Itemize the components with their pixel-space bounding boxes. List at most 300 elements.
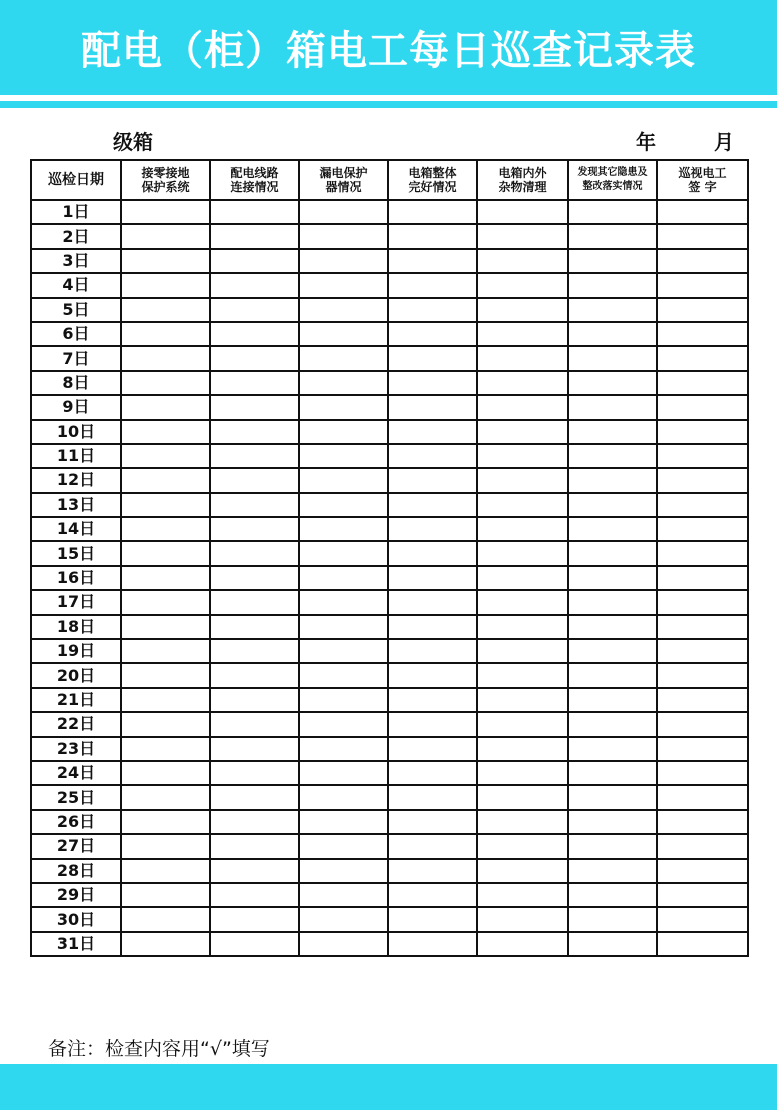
- blank-entry-cell[interactable]: [477, 322, 568, 346]
- blank-entry-cell[interactable]: [121, 737, 210, 761]
- blank-entry-cell[interactable]: [477, 273, 568, 297]
- blank-entry-cell[interactable]: [657, 371, 748, 395]
- blank-entry-cell[interactable]: [477, 615, 568, 639]
- blank-entry-cell[interactable]: [210, 785, 299, 809]
- blank-entry-cell[interactable]: [299, 566, 388, 590]
- blank-entry-cell[interactable]: [121, 493, 210, 517]
- blank-entry-cell[interactable]: [299, 663, 388, 687]
- table-row: [31, 712, 748, 736]
- blank-entry-cell[interactable]: [477, 663, 568, 687]
- blank-entry-cell[interactable]: [210, 371, 299, 395]
- blank-entry-cell[interactable]: [657, 834, 748, 858]
- column-header: [568, 160, 657, 200]
- blank-entry-cell[interactable]: [477, 566, 568, 590]
- blank-entry-cell[interactable]: [121, 663, 210, 687]
- day-cell: 25日: [31, 785, 121, 809]
- table-row: [31, 834, 748, 858]
- day-cell: 11日: [31, 444, 121, 468]
- blank-entry-cell[interactable]: [299, 859, 388, 883]
- column-header: [121, 160, 210, 200]
- blank-entry-cell[interactable]: [388, 737, 477, 761]
- blank-entry-cell[interactable]: [299, 590, 388, 614]
- blank-entry-cell[interactable]: [568, 907, 657, 931]
- blank-entry-cell[interactable]: [121, 566, 210, 590]
- blank-entry-cell[interactable]: [477, 224, 568, 248]
- page-title: 配电（柜）箱电工每日巡查记录表: [81, 28, 696, 74]
- blank-entry-cell[interactable]: [299, 444, 388, 468]
- blank-entry-cell[interactable]: [299, 395, 388, 419]
- blank-entry-cell[interactable]: [388, 907, 477, 931]
- blank-entry-cell[interactable]: [121, 273, 210, 297]
- blank-entry-cell[interactable]: [388, 639, 477, 663]
- blank-entry-cell[interactable]: [121, 444, 210, 468]
- blank-entry-cell[interactable]: [568, 493, 657, 517]
- day-cell: 18日: [31, 615, 121, 639]
- table-header-row: [31, 160, 748, 200]
- blank-entry-cell[interactable]: [210, 590, 299, 614]
- blank-entry-cell[interactable]: [657, 273, 748, 297]
- table-row: [31, 785, 748, 809]
- blank-entry-cell[interactable]: [121, 395, 210, 419]
- blank-entry-cell[interactable]: [477, 493, 568, 517]
- blank-entry-cell[interactable]: [210, 566, 299, 590]
- blank-entry-cell[interactable]: [477, 883, 568, 907]
- blank-entry-cell[interactable]: [568, 346, 657, 370]
- month-label: 月: [714, 130, 734, 154]
- grade-label: 级箱: [113, 130, 153, 154]
- blank-entry-cell[interactable]: [121, 639, 210, 663]
- column-header: [657, 160, 748, 200]
- blank-entry-cell[interactable]: [477, 810, 568, 834]
- blank-entry-cell[interactable]: [657, 493, 748, 517]
- blank-entry-cell[interactable]: [388, 761, 477, 785]
- table-row: [31, 907, 748, 931]
- blank-entry-cell[interactable]: [657, 932, 748, 956]
- column-header: [477, 160, 568, 200]
- blank-entry-cell[interactable]: [477, 395, 568, 419]
- blank-entry-cell[interactable]: [568, 883, 657, 907]
- footer-banner: [0, 1064, 777, 1110]
- blank-entry-cell[interactable]: [210, 688, 299, 712]
- blank-entry-cell[interactable]: [477, 420, 568, 444]
- blank-entry-cell[interactable]: [210, 468, 299, 492]
- blank-entry-cell[interactable]: [210, 200, 299, 224]
- blank-entry-cell[interactable]: [477, 468, 568, 492]
- blank-entry-cell[interactable]: [388, 468, 477, 492]
- blank-entry-cell[interactable]: [210, 298, 299, 322]
- blank-entry-cell[interactable]: [388, 810, 477, 834]
- blank-entry-cell[interactable]: [477, 541, 568, 565]
- blank-entry-cell[interactable]: [568, 590, 657, 614]
- day-cell: 5日: [31, 298, 121, 322]
- blank-entry-cell[interactable]: [388, 224, 477, 248]
- blank-entry-cell[interactable]: [388, 444, 477, 468]
- table-row: [31, 493, 748, 517]
- blank-entry-cell[interactable]: [477, 712, 568, 736]
- blank-entry-cell[interactable]: [388, 615, 477, 639]
- blank-entry-cell[interactable]: [477, 834, 568, 858]
- blank-entry-cell[interactable]: [299, 541, 388, 565]
- blank-entry-cell[interactable]: [299, 346, 388, 370]
- blank-entry-cell[interactable]: [388, 883, 477, 907]
- blank-entry-cell[interactable]: [210, 541, 299, 565]
- day-cell: 12日: [31, 468, 121, 492]
- blank-entry-cell[interactable]: [568, 761, 657, 785]
- table-row: [31, 688, 748, 712]
- day-cell: 29日: [31, 883, 121, 907]
- blank-entry-cell[interactable]: [657, 420, 748, 444]
- table-row: [31, 371, 748, 395]
- blank-entry-cell[interactable]: [388, 859, 477, 883]
- blank-entry-cell[interactable]: [657, 468, 748, 492]
- day-cell: 21日: [31, 688, 121, 712]
- blank-entry-cell[interactable]: [657, 737, 748, 761]
- blank-entry-cell[interactable]: [657, 566, 748, 590]
- blank-entry-cell[interactable]: [121, 517, 210, 541]
- day-cell: 15日: [31, 541, 121, 565]
- blank-entry-cell[interactable]: [388, 346, 477, 370]
- blank-entry-cell[interactable]: [210, 932, 299, 956]
- blank-entry-cell[interactable]: [388, 932, 477, 956]
- blank-entry-cell[interactable]: [121, 200, 210, 224]
- table-row: [31, 883, 748, 907]
- blank-entry-cell[interactable]: [299, 493, 388, 517]
- blank-entry-cell[interactable]: [477, 639, 568, 663]
- table-row: [31, 566, 748, 590]
- blank-entry-cell[interactable]: [477, 688, 568, 712]
- blank-entry-cell[interactable]: [657, 810, 748, 834]
- column-header-line: 电箱整体: [408, 166, 457, 180]
- blank-entry-cell[interactable]: [210, 883, 299, 907]
- blank-entry-cell[interactable]: [210, 420, 299, 444]
- day-cell: 26日: [31, 810, 121, 834]
- blank-entry-cell[interactable]: [568, 298, 657, 322]
- blank-entry-cell[interactable]: [477, 737, 568, 761]
- blank-entry-cell[interactable]: [388, 541, 477, 565]
- blank-entry-cell[interactable]: [388, 834, 477, 858]
- blank-entry-cell[interactable]: [657, 785, 748, 809]
- blank-entry-cell[interactable]: [477, 761, 568, 785]
- blank-entry-cell[interactable]: [299, 761, 388, 785]
- blank-entry-cell[interactable]: [210, 249, 299, 273]
- blank-entry-cell[interactable]: [388, 371, 477, 395]
- table-row: [31, 224, 748, 248]
- blank-entry-cell[interactable]: [121, 371, 210, 395]
- blank-entry-cell[interactable]: [210, 712, 299, 736]
- blank-entry-cell[interactable]: [121, 688, 210, 712]
- blank-entry-cell[interactable]: [210, 517, 299, 541]
- table-row: [31, 200, 748, 224]
- table-row: [31, 615, 748, 639]
- blank-entry-cell[interactable]: [568, 273, 657, 297]
- blank-entry-cell[interactable]: [299, 737, 388, 761]
- column-header-line: 配电线路: [230, 166, 279, 180]
- blank-entry-cell[interactable]: [568, 541, 657, 565]
- blank-entry-cell[interactable]: [299, 785, 388, 809]
- blank-entry-cell[interactable]: [299, 639, 388, 663]
- blank-entry-cell[interactable]: [388, 688, 477, 712]
- blank-entry-cell[interactable]: [568, 420, 657, 444]
- blank-entry-cell[interactable]: [121, 859, 210, 883]
- blank-entry-cell[interactable]: [210, 639, 299, 663]
- table-row: [31, 810, 748, 834]
- table-row: [31, 395, 748, 419]
- blank-entry-cell[interactable]: [477, 371, 568, 395]
- day-cell: 14日: [31, 517, 121, 541]
- blank-entry-cell[interactable]: [299, 371, 388, 395]
- blank-entry-cell[interactable]: [299, 883, 388, 907]
- blank-entry-cell[interactable]: [568, 444, 657, 468]
- blank-entry-cell[interactable]: [388, 298, 477, 322]
- blank-entry-cell[interactable]: [210, 663, 299, 687]
- day-cell: 6日: [31, 322, 121, 346]
- blank-entry-cell[interactable]: [388, 395, 477, 419]
- blank-entry-cell[interactable]: [388, 322, 477, 346]
- column-header-line: 保护系统: [141, 180, 190, 194]
- blank-entry-cell[interactable]: [568, 371, 657, 395]
- blank-entry-cell[interactable]: [299, 249, 388, 273]
- blank-entry-cell[interactable]: [477, 859, 568, 883]
- blank-entry-cell[interactable]: [657, 688, 748, 712]
- blank-entry-cell[interactable]: [121, 883, 210, 907]
- blank-entry-cell[interactable]: [299, 712, 388, 736]
- blank-entry-cell[interactable]: [299, 810, 388, 834]
- blank-entry-cell[interactable]: [121, 224, 210, 248]
- column-header: [210, 160, 299, 200]
- blank-entry-cell[interactable]: [121, 834, 210, 858]
- blank-entry-cell[interactable]: [568, 249, 657, 273]
- table-row: [31, 761, 748, 785]
- blank-entry-cell[interactable]: [657, 517, 748, 541]
- blank-entry-cell[interactable]: [477, 907, 568, 931]
- blank-entry-cell[interactable]: [657, 590, 748, 614]
- day-cell: 30日: [31, 907, 121, 931]
- blank-entry-cell[interactable]: [299, 932, 388, 956]
- column-header-line: 发现其它隐患及: [577, 167, 648, 178]
- blank-entry-cell[interactable]: [210, 224, 299, 248]
- blank-entry-cell[interactable]: [657, 615, 748, 639]
- blank-entry-cell[interactable]: [657, 346, 748, 370]
- blank-entry-cell[interactable]: [210, 834, 299, 858]
- blank-entry-cell[interactable]: [121, 907, 210, 931]
- blank-entry-cell[interactable]: [210, 907, 299, 931]
- blank-entry-cell[interactable]: [477, 346, 568, 370]
- blank-entry-cell[interactable]: [299, 322, 388, 346]
- blank-entry-cell[interactable]: [657, 541, 748, 565]
- blank-entry-cell[interactable]: [477, 932, 568, 956]
- blank-entry-cell[interactable]: [121, 322, 210, 346]
- blank-entry-cell[interactable]: [299, 200, 388, 224]
- blank-entry-cell[interactable]: [388, 590, 477, 614]
- blank-entry-cell[interactable]: [657, 907, 748, 931]
- day-cell: 1日: [31, 200, 121, 224]
- blank-entry-cell[interactable]: [121, 420, 210, 444]
- blank-entry-cell[interactable]: [210, 444, 299, 468]
- blank-entry-cell[interactable]: [388, 200, 477, 224]
- blank-entry-cell[interactable]: [657, 444, 748, 468]
- blank-entry-cell[interactable]: [210, 737, 299, 761]
- blank-entry-cell[interactable]: [121, 712, 210, 736]
- blank-entry-cell[interactable]: [210, 273, 299, 297]
- blank-entry-cell[interactable]: [121, 468, 210, 492]
- blank-entry-cell[interactable]: [121, 810, 210, 834]
- column-header-line: 整改落实情况: [582, 181, 643, 192]
- day-cell: 19日: [31, 639, 121, 663]
- column-header-line: 杂物清理: [498, 180, 547, 194]
- blank-entry-cell[interactable]: [388, 566, 477, 590]
- blank-entry-cell[interactable]: [657, 298, 748, 322]
- blank-entry-cell[interactable]: [657, 395, 748, 419]
- blank-entry-cell[interactable]: [657, 249, 748, 273]
- blank-entry-cell[interactable]: [568, 785, 657, 809]
- column-header-line: 接零接地: [141, 166, 190, 180]
- blank-entry-cell[interactable]: [477, 590, 568, 614]
- blank-entry-cell[interactable]: [299, 688, 388, 712]
- blank-entry-cell[interactable]: [121, 615, 210, 639]
- blank-entry-cell[interactable]: [388, 493, 477, 517]
- day-cell: 3日: [31, 249, 121, 273]
- column-header: [31, 160, 121, 200]
- column-header-line: 签 字: [688, 180, 717, 194]
- day-cell: 23日: [31, 737, 121, 761]
- blank-entry-cell[interactable]: [568, 395, 657, 419]
- day-cell: 20日: [31, 663, 121, 687]
- blank-entry-cell[interactable]: [299, 468, 388, 492]
- blank-entry-cell[interactable]: [388, 517, 477, 541]
- blank-entry-cell[interactable]: [568, 859, 657, 883]
- table-row: [31, 639, 748, 663]
- blank-entry-cell[interactable]: [388, 712, 477, 736]
- blank-entry-cell[interactable]: [657, 639, 748, 663]
- blank-entry-cell[interactable]: [210, 615, 299, 639]
- inspection-table: [30, 159, 749, 957]
- table-row: [31, 859, 748, 883]
- column-header-line: 电箱内外: [498, 166, 547, 180]
- blank-entry-cell[interactable]: [388, 273, 477, 297]
- column-header: [299, 160, 388, 200]
- day-cell: 28日: [31, 859, 121, 883]
- table-row: [31, 298, 748, 322]
- day-cell: 24日: [31, 761, 121, 785]
- blank-entry-cell[interactable]: [657, 663, 748, 687]
- blank-entry-cell[interactable]: [121, 590, 210, 614]
- day-cell: 4日: [31, 273, 121, 297]
- blank-entry-cell[interactable]: [121, 785, 210, 809]
- blank-entry-cell[interactable]: [657, 200, 748, 224]
- blank-entry-cell[interactable]: [568, 566, 657, 590]
- blank-entry-cell[interactable]: [568, 932, 657, 956]
- blank-entry-cell[interactable]: [568, 322, 657, 346]
- table-row: [31, 590, 748, 614]
- column-header-line: 漏电保护: [319, 166, 368, 180]
- blank-entry-cell[interactable]: [657, 224, 748, 248]
- blank-entry-cell[interactable]: [657, 859, 748, 883]
- blank-entry-cell[interactable]: [210, 761, 299, 785]
- blank-entry-cell[interactable]: [477, 200, 568, 224]
- table-row: [31, 444, 748, 468]
- blank-entry-cell[interactable]: [121, 932, 210, 956]
- table-row: [31, 517, 748, 541]
- table-row: [31, 737, 748, 761]
- blank-entry-cell[interactable]: [388, 249, 477, 273]
- blank-entry-cell[interactable]: [568, 663, 657, 687]
- blank-entry-cell[interactable]: [299, 273, 388, 297]
- column-header-line: 连接情况: [230, 180, 279, 194]
- blank-entry-cell[interactable]: [121, 346, 210, 370]
- blank-entry-cell[interactable]: [299, 420, 388, 444]
- table-row: [31, 663, 748, 687]
- blank-entry-cell[interactable]: [210, 493, 299, 517]
- blank-entry-cell[interactable]: [388, 663, 477, 687]
- blank-entry-cell[interactable]: [657, 761, 748, 785]
- blank-entry-cell[interactable]: [568, 517, 657, 541]
- blank-entry-cell[interactable]: [568, 834, 657, 858]
- blank-entry-cell[interactable]: [299, 834, 388, 858]
- blank-entry-cell[interactable]: [477, 298, 568, 322]
- blank-entry-cell[interactable]: [477, 249, 568, 273]
- blank-entry-cell[interactable]: [568, 688, 657, 712]
- blank-entry-cell[interactable]: [121, 249, 210, 273]
- blank-entry-cell[interactable]: [121, 541, 210, 565]
- blank-entry-cell[interactable]: [210, 810, 299, 834]
- blank-entry-cell[interactable]: [299, 517, 388, 541]
- header-banner: [0, 0, 777, 95]
- blank-entry-cell[interactable]: [657, 883, 748, 907]
- blank-entry-cell[interactable]: [299, 907, 388, 931]
- blank-entry-cell[interactable]: [657, 322, 748, 346]
- blank-entry-cell[interactable]: [299, 298, 388, 322]
- blank-entry-cell[interactable]: [568, 468, 657, 492]
- blank-entry-cell[interactable]: [210, 395, 299, 419]
- blank-entry-cell[interactable]: [388, 785, 477, 809]
- day-cell: 2日: [31, 224, 121, 248]
- blank-entry-cell[interactable]: [477, 785, 568, 809]
- blank-entry-cell[interactable]: [568, 224, 657, 248]
- table-row: [31, 541, 748, 565]
- blank-entry-cell[interactable]: [477, 444, 568, 468]
- column-header-line: 器情况: [325, 180, 362, 194]
- blank-entry-cell[interactable]: [568, 615, 657, 639]
- blank-entry-cell[interactable]: [568, 639, 657, 663]
- blank-entry-cell[interactable]: [121, 298, 210, 322]
- year-label: 年: [636, 130, 656, 154]
- blank-entry-cell[interactable]: [210, 322, 299, 346]
- blank-entry-cell[interactable]: [210, 346, 299, 370]
- blank-entry-cell[interactable]: [568, 712, 657, 736]
- remark-note: 备注：检查内容用“√”填写: [48, 1038, 270, 1060]
- blank-entry-cell[interactable]: [477, 517, 568, 541]
- day-cell: 10日: [31, 420, 121, 444]
- table-row: [31, 346, 748, 370]
- blank-entry-cell[interactable]: [210, 859, 299, 883]
- blank-entry-cell[interactable]: [568, 737, 657, 761]
- table-row: [31, 249, 748, 273]
- blank-entry-cell[interactable]: [299, 224, 388, 248]
- blank-entry-cell[interactable]: [568, 810, 657, 834]
- blank-entry-cell[interactable]: [657, 712, 748, 736]
- blank-entry-cell[interactable]: [388, 420, 477, 444]
- day-cell: 22日: [31, 712, 121, 736]
- blank-entry-cell[interactable]: [299, 615, 388, 639]
- day-cell: 17日: [31, 590, 121, 614]
- column-header-line: 巡视电工: [678, 166, 727, 180]
- table-row: [31, 468, 748, 492]
- blank-entry-cell[interactable]: [121, 761, 210, 785]
- blank-entry-cell[interactable]: [568, 200, 657, 224]
- table-row: [31, 322, 748, 346]
- day-cell: 13日: [31, 493, 121, 517]
- table-row: [31, 420, 748, 444]
